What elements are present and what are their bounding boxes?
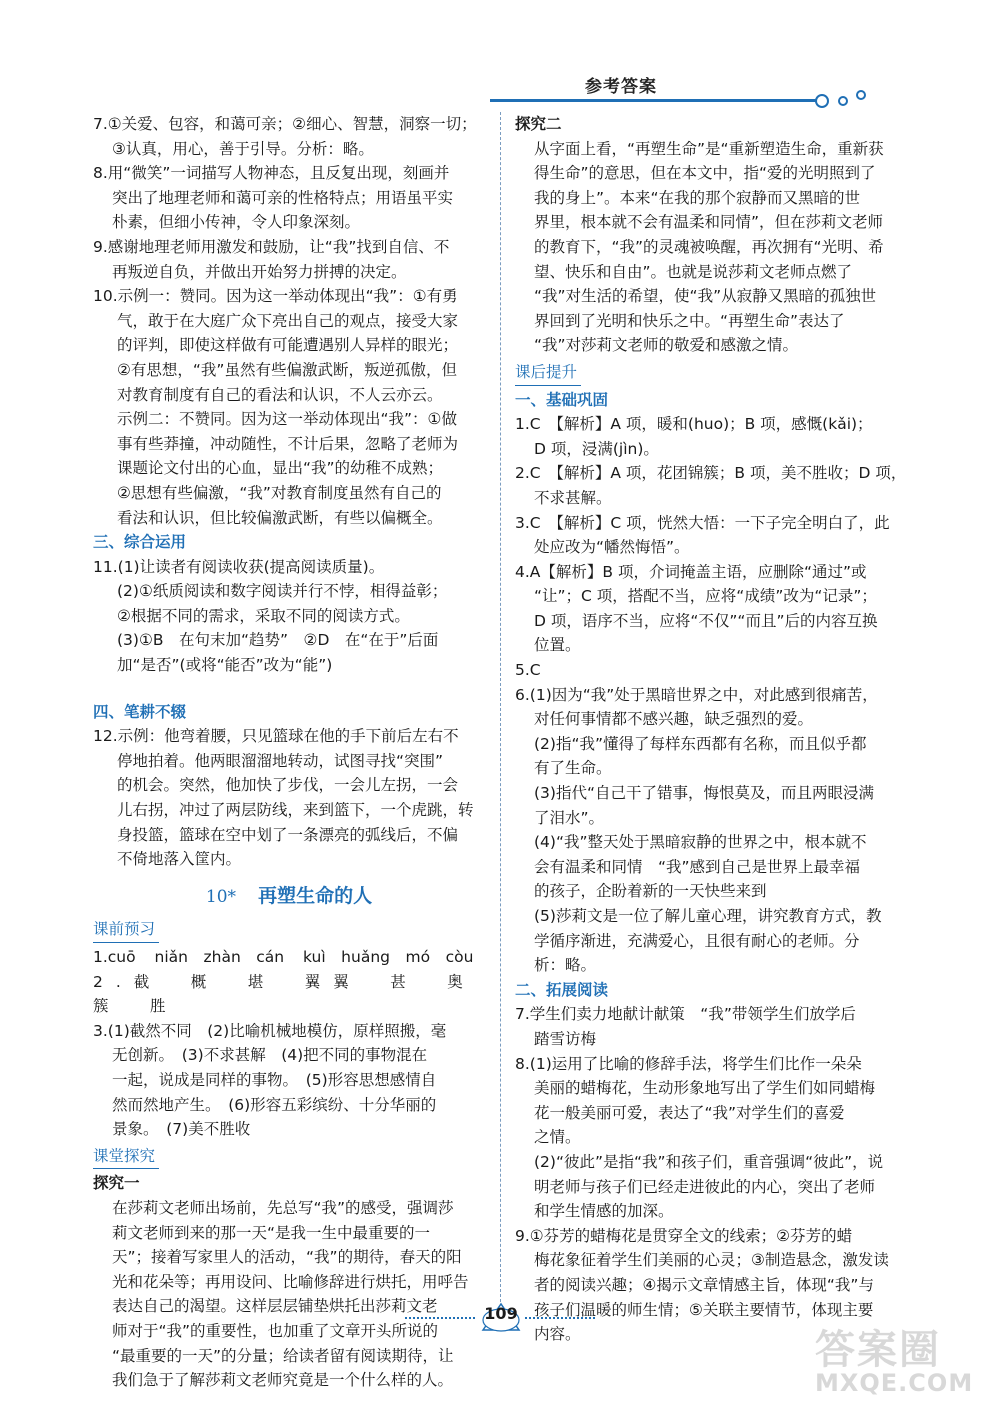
answer-line: 的评判，即使这样做有可能遭遇别人异样的眼光； [117,336,459,355]
answer-line: 孩子们温暖的师生情；⑤关联主要情节，体现主要 [534,1300,874,1319]
answer-line: 8.用“微笑”一词描写人物神态，且反复出现，刻画并 [93,164,450,183]
answer-line: 不求甚解。 [534,488,612,507]
answer-line: 界里，根本就不会有温柔和同情”，但在莎莉文老师 [534,213,884,232]
answer-line: 7.①关爱、包容，和蔼可亲；②细心、智慧，洞察一切； [93,115,477,133]
answer-line: 6.(1)因为“我”处于黑暗世界之中，对此感到很痛苦， [515,685,878,704]
lesson-number: 10* [205,886,237,907]
answer-line: 儿右拐，冲过了两层防线，来到篮下，一个虎跳，转 [117,801,474,820]
section-heading: 二、拓展阅读 [515,980,609,999]
answer-line: 有了生命。 [534,759,612,778]
answer-line: 美丽的蜡梅花，生动形象地写出了学生们如同蜡梅 [534,1079,876,1098]
answer-line: 一起，说成是同样的事物。 (5)形容思想感情自 [112,1070,437,1089]
answer-line: 10.示例一：赞同。因为这一举动体现出“我”：①有勇 [93,287,458,306]
answer-line: 析：略。 [534,956,597,975]
page-number: 109 [484,1304,518,1323]
answer-line: 界回到了光明和快乐之中。“再塑生命”表达了 [534,311,845,330]
header-title: 参考答案 [585,77,657,97]
answer-line: 梅花象征着学生们美丽的心灵；③制造悬念，激发读 [534,1251,889,1270]
answer-line: 会有温柔和同情 “我”感到自己是世界上最幸福 [534,857,861,876]
answer-line: 学循序渐进，充满爱心，且很有耐心的老师。分 [534,931,860,950]
answer-line: “我”对生活的希望，使“我”从寂静又黑暗的孤独世 [534,287,877,306]
answer-line: (2)①纸质阅读和数字阅读并行不悖，相得益彰； [117,582,448,601]
answer-line: 之情。 [534,1128,581,1147]
lesson-title [93,884,485,910]
answer-line: 在莎莉文老师出场前，先总写“我”的感受，强调莎 [112,1198,454,1217]
answer-line: 的孩子，企盼着新的一天快些来到 [534,882,767,901]
footer-dotted-rule [525,1317,595,1319]
watermark-logo [815,1318,990,1397]
answer-line: (3)指代“自己干了错事，悔恨莫及，而且两眼浸满 [534,784,874,803]
footer-dotted-rule [405,1317,475,1319]
answer-line: 朴素，但细小传神，令人印象深刻。 [112,213,361,232]
answer-line: 者的阅读兴趣；④揭示文章情感主旨，体现“我”与 [534,1275,874,1294]
answer-line: 1.cuō niǎn zhàn cán kuì huǎng mó còu [93,948,474,966]
answer-line: D 项，语序不当，应将“不仅”“而且”后的内容互换 [534,611,878,630]
answer-line: 从字面上看，“再塑生命”是“重新塑造生命，重新获 [534,139,884,158]
section-heading: 一、基础巩固 [515,390,609,409]
answer-line: “我”对莎莉文老师的敬爱和感激之情。 [534,336,799,355]
subsection-tag: 课后提升 [515,360,581,386]
subsection-tag: 课堂探究 [93,1144,159,1170]
answer-line: 踏雪访梅 [534,1029,597,1048]
section-heading: 三、综合运用 [93,533,187,552]
answer-line: ②根据不同的需求，采取不同的阅读方式。 [117,606,410,625]
answer-line: 看法和认识，但比较偏激武断，有些以偏概全。 [117,508,443,527]
answer-line: (2)指“我”懂得了每样东西都有名称，而且似乎都 [534,734,867,753]
answer-line: 加“是否”(或将“能否”改为“能”) [117,656,333,675]
answer-line: 景象。 (7)美不胜收 [112,1120,251,1139]
answer-line: “让”；C 项，搭配不当，应将“成绩”改为“记录”； [534,587,877,606]
answer-line: 表达自己的渴望。这样层层铺垫烘托出莎莉文老 [112,1297,438,1316]
answer-line: 事有些莽撞，冲动随性，不计后果，忽略了老师为 [117,434,459,453]
answer-line: 了泪水”。 [534,808,605,827]
answer-line: 内容。 [534,1325,581,1344]
header-ornament-circle [815,94,829,108]
answer-line: ③认真，用心，善于引导。分析：略。 [112,139,374,158]
answer-line: 我们急于了解莎莉文老师究竟是一个什么样的人。 [112,1371,454,1390]
answer-line: 9.①芬芳的蜡梅花是贯穿全文的线索；②芬芳的蜡 [515,1226,853,1245]
answer-line: (2)“彼此”是指“我”和孩子们，重音强调“彼此”，说 [534,1152,884,1171]
page-footer [405,1300,595,1336]
subsection-tag: 课前预习 [93,917,159,943]
answer-line: 7.学生们卖力地献计献策 “我”带领学生们放学后 [515,1005,856,1024]
answer-line: (5)莎莉文是一位了解儿童心理，讲究教育方式，教 [534,907,882,925]
answer-line: 对教育制度有自己的看法和认识，不人云亦云。 [117,385,443,404]
answer-line: 位置。 [534,636,581,655]
column-divider [500,112,502,1302]
answer-line: ②思想有些偏激，“我”对教育制度虽然有自己的 [117,483,442,502]
answer-line: 和学生情感的加深。 [534,1202,674,1221]
header-rule [490,99,820,102]
answer-line: (3)①B 在句末加“趋势” ②D 在“在于”后面 [117,631,439,650]
explore-title: 探究一 [93,1174,140,1193]
header-ornament-circle [856,90,866,100]
answer-line: 课题论文付出的心血，显出“我”的幼稚不成熟； [117,459,444,478]
answer-line: 5.C [515,661,541,680]
watermark-top: 答案圈 [815,1327,941,1373]
answer-line: 天”；接着写家里人的活动，“我”的期待，春天的阳 [112,1248,462,1267]
answer-line: 的机会。突然，他加快了步伐，一会儿左拐，一会 [117,776,459,795]
watermark-bottom: MXQE.COM [815,1369,974,1397]
answer-line: 对任何事情都不感兴趣，缺乏强烈的爱。 [534,710,814,729]
page-header [490,70,870,110]
explore-title: 探究二 [515,115,562,133]
answer-line: 9.感谢地理老师用激发和鼓励，让“我”找到自信、不 [93,237,450,256]
answer-line: (4)“我”整天处于黑暗寂静的世界之中，根本就不 [534,833,867,852]
answer-line: 示例二：不赞同。因为这一举动体现出“我”：①做 [117,410,457,429]
answer-line: D 项，浸满(jìn)。 [534,439,659,458]
answer-line: 12.示例：他弯着腰，只见篮球在他的手下前后左右不 [93,727,459,746]
answer-line: “最重要的一天”的分量；给读者留有阅读期待，让 [112,1346,454,1365]
answer-line: 得生命”的意思，但在本文中，指“爱的光明照到了 [534,164,876,183]
answer-line: 1.C 【解析】A 项，暖和(huo)；B 项，感慨(kǎi)； [515,415,873,434]
answer-line: 我的身上”。本来“在我的那个寂静而又黑暗的世 [534,188,861,207]
answer-line: 停地拍着。他两眼溜溜地转动，试图寻找“突围” [117,751,444,770]
answer-line: 11.(1)让读者有阅读收获(提高阅读质量)。 [93,557,385,576]
answer-line: 无创新。 (3)不求甚解 (4)把不同的事物混在 [112,1046,428,1065]
lesson-name: 再塑生命的人 [258,884,373,907]
answer-line: 莉文老师到来的那一天“是我一生中最重要的一 [112,1223,431,1242]
answer-line: 光和花朵等；再用设问、比喻修辞进行烘托，用呼告 [112,1272,469,1291]
answer-line: 身投篮，篮球在空中划了一条漂亮的弧线后，不偏 [117,825,459,844]
section-heading: 四、笔耕不辍 [93,702,187,721]
answer-line: 2.C 【解析】A 项，花团锦簇；B 项，美不胜收；D 项， [515,464,907,483]
answer-line: 气，敢于在大庭广众下亮出自己的观点，接受大家 [117,311,459,330]
answer-line: 2.截 概 堪 翼翼 甚 奥 簇 胜 [93,972,505,1016]
answer-line: 再叛逆自负，并做出开始努力拼搏的决定。 [112,262,407,281]
answer-line: ②有思想，“我”虽然有些偏激武断，叛逆孤傲，但 [117,360,457,379]
answer-line: 突出了地理老师和蔼可亲的性格特点；用语虽平实 [112,188,454,207]
answer-line: 3.C 【解析】C 项，恍然大悟：一下子完全明白了，此 [515,513,890,532]
header-ornament-circle [838,96,848,106]
answer-line: 处应改为“幡然悔悟”。 [534,538,690,557]
answer-line: 4.A【解析】B 项，介词掩盖主语，应删除“通过”或 [515,562,867,581]
answer-line: 然而然地产生。 (6)形容五彩缤纷、十分华丽的 [112,1095,437,1114]
answer-line: 明老师与孩子们已经走进彼此的内心，突出了老师 [534,1177,876,1196]
answer-line: 3.(1)截然不同 (2)比喻机械地模仿，原样照搬，毫 [93,1021,447,1040]
answer-line: 花一般美丽可爱，表达了“我”对学生们的喜爱 [534,1103,845,1122]
answer-line: 不倚地落入筐内。 [117,850,242,869]
right-column [515,112,907,1347]
answer-line: 望、快乐和自由”。也就是说莎莉文老师点燃了 [534,262,853,281]
answer-line: 师对于“我”的重要性，也加重了文章开头所说的 [112,1321,439,1340]
answer-line: 的教育下，“我”的灵魂被唤醒，再次拥有“光明、希 [534,237,884,256]
answer-line: 8.(1)运用了比喻的修辞手法，将学生们比作一朵朵 [515,1054,862,1073]
